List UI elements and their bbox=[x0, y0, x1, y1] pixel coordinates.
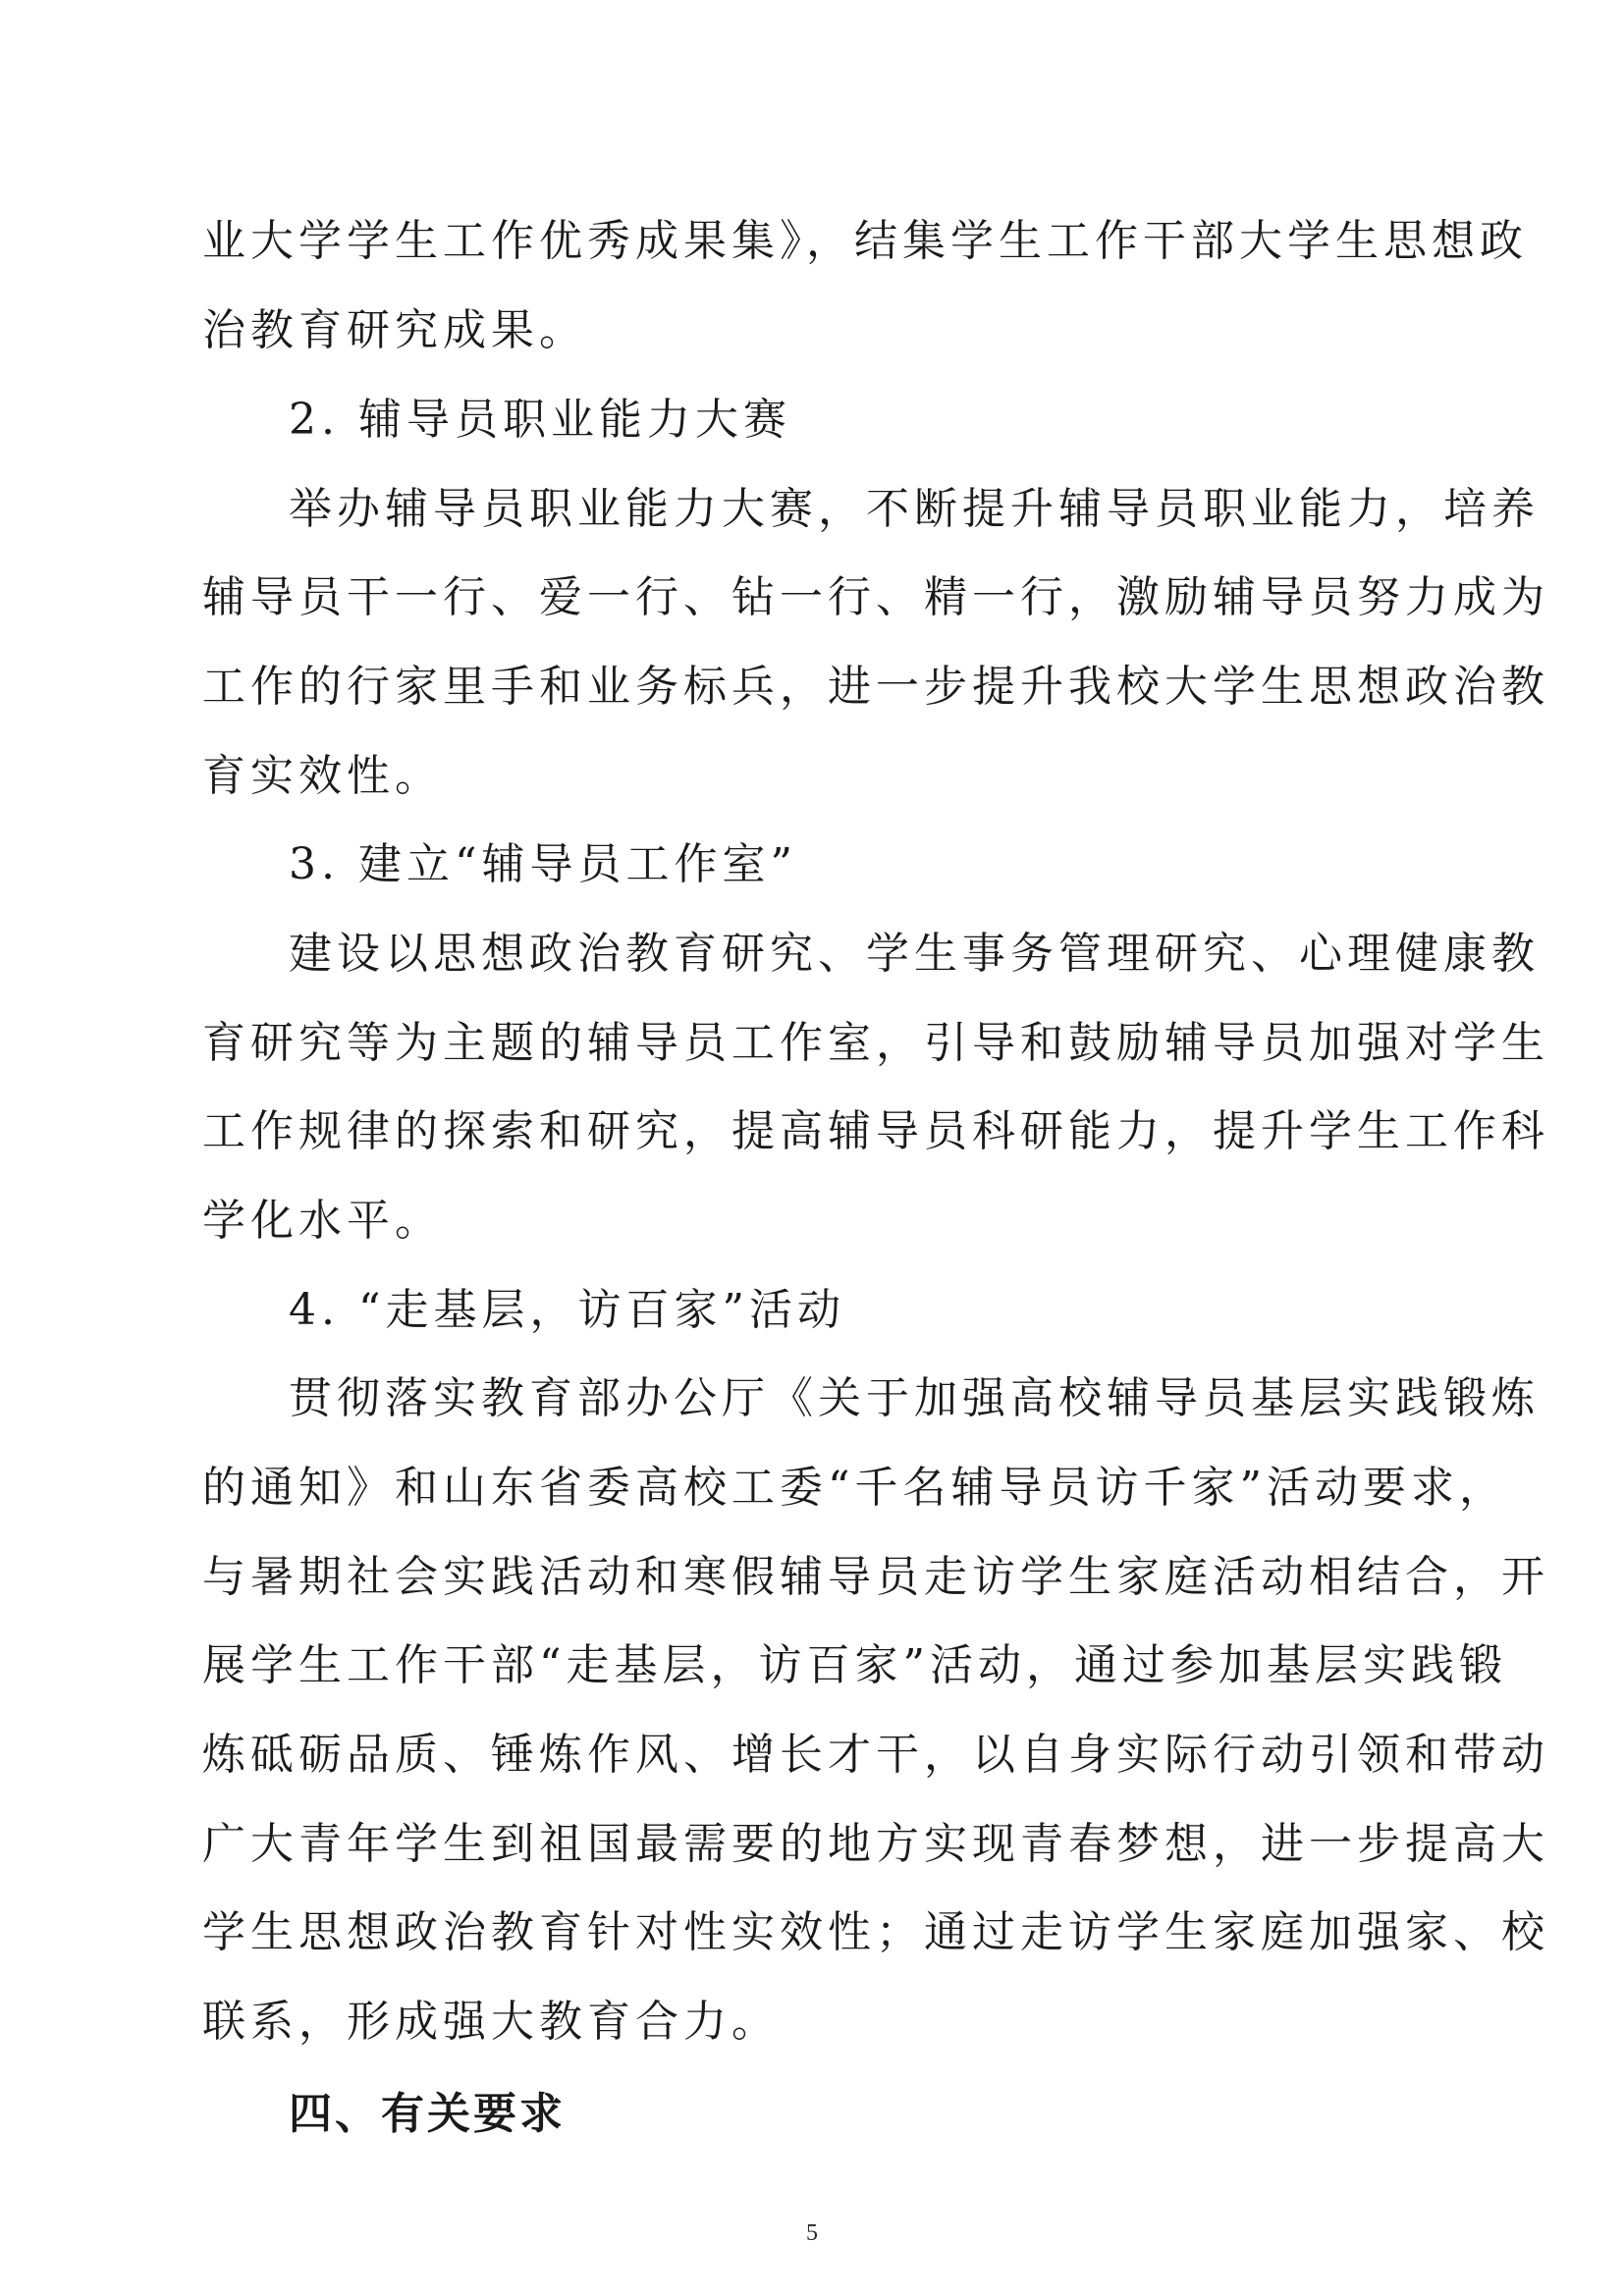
body-text-line: 育研究等为主题的辅导员工作室，引导和鼓励辅导员加强对学生 bbox=[202, 1018, 1549, 1068]
subsection-heading: 2. 辅导员职业能力大赛 bbox=[289, 395, 791, 445]
body-text-line: 联系，形成强大教育合力。 bbox=[202, 1997, 780, 2047]
body-text-line: 与暑期社会实践活动和寒假辅导员走访学生家庭活动相结合，开 bbox=[202, 1552, 1549, 1602]
body-text-line: 广大青年学生到祖国最需要的地方实现青春梦想，进一步提高大 bbox=[202, 1819, 1549, 1869]
body-text-line: 业大学学生工作优秀成果集》，结集学生工作干部大学生思想政 bbox=[202, 216, 1528, 266]
body-text-line: 学化水平。 bbox=[202, 1196, 443, 1246]
body-text-line: 辅导员干一行、爱一行、钻一行、精一行，激励辅导员努力成为 bbox=[202, 572, 1549, 622]
body-text-line: 举办辅导员职业能力大赛，不断提升辅导员职业能力，培养 bbox=[289, 484, 1540, 534]
body-text-line: 贯彻落实教育部办公厅《关于加强高校辅导员基层实践锻炼 bbox=[289, 1373, 1540, 1423]
subsection-heading: 4. “走基层，访百家”活动 bbox=[289, 1285, 845, 1335]
body-text-line: 建设以思想政治教育研究、学生事务管理研究、心理健康教 bbox=[289, 929, 1540, 979]
body-text-line: 展学生工作干部“走基层，访百家”活动，通过参加基层实践锻 bbox=[202, 1640, 1507, 1690]
page-number: 5 bbox=[806, 2220, 818, 2246]
body-text-line: 炼砥砺品质、锤炼作风、增长才干，以自身实际行动引领和带动 bbox=[202, 1730, 1549, 1780]
section-heading: 四、有关要求 bbox=[289, 2089, 566, 2139]
body-text-line: 工作规律的探索和研究，提高辅导员科研能力，提升学生工作科 bbox=[202, 1106, 1549, 1156]
body-text-line: 治教育研究成果。 bbox=[202, 305, 587, 355]
body-text-line: 学生思想政治教育针对性实效性；通过走访学生家庭加强家、校 bbox=[202, 1907, 1549, 1957]
body-text-line: 工作的行家里手和业务标兵，进一步提升我校大学生思想政治教 bbox=[202, 662, 1549, 712]
subsection-heading: 3. 建立“辅导员工作室” bbox=[289, 839, 797, 889]
body-text-line: 育实效性。 bbox=[202, 751, 443, 801]
body-text-line: 的通知》和山东省委高校工委“千名辅导员访千家”活动要求， bbox=[202, 1463, 1507, 1513]
